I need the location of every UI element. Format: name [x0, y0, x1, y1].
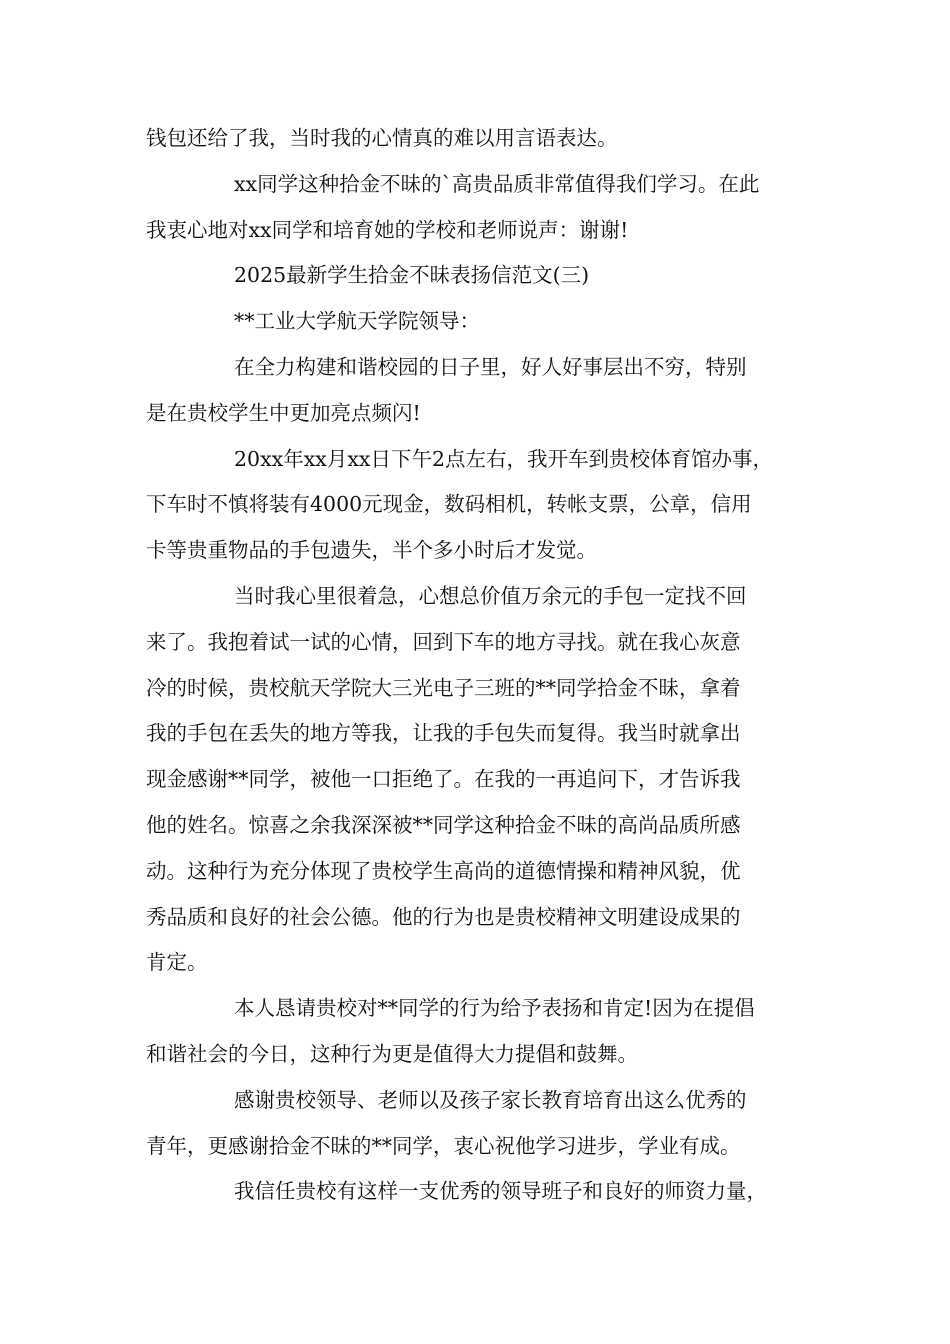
text-line: 下车时不慎将装有4000元现金，数码相机，转帐支票，公章，信用 [146, 492, 752, 517]
text-line: 秀品质和良好的社会公德。他的行为也是贵校精神文明建设成果的 [146, 904, 741, 929]
text-line: 青年，更感谢拾金不昧的**同学，衷心祝他学习进步，学业有成。 [146, 1133, 741, 1158]
text-line: 肯定。 [146, 950, 208, 975]
text-line: 我的手包在丢失的地方等我，让我的手包失而复得。我当时就拿出 [146, 721, 741, 746]
text-line: 他的姓名。惊喜之余我深深被**同学这种拾金不昧的高尚品质所感 [146, 812, 741, 837]
text-line: 卡等贵重物品的手包遗失，半个多小时后才发觉。 [146, 538, 597, 563]
text-line: 现金感谢**同学，被他一口拒绝了。在我的一再追问下，才告诉我 [146, 767, 741, 792]
text-line: 20xx年xx月xx日下午2点左右，我开车到贵校体育馆办事， [234, 446, 773, 471]
text-line: 来了。我抱着试一试的心情，回到下车的地方寻找。就在我心灰意 [146, 629, 741, 654]
text-line: 本人恳请贵校对**同学的行为给予表扬和肯定!因为在提倡 [234, 996, 755, 1021]
text-line: 动。这种行为充分体现了贵校学生高尚的道德情操和精神风貌，优 [146, 858, 741, 883]
text-line: xx同学这种拾金不昧的`高贵品质非常值得我们学习。在此 [234, 171, 760, 196]
letter-salutation: **工业大学航天学院领导： [234, 309, 480, 334]
text-line: 冷的时候，贵校航天学院大三光电子三班的**同学拾金不昧，拿着 [146, 675, 741, 700]
text-line: 和谐社会的今日，这种行为更是值得大力提倡和鼓舞。 [146, 1041, 638, 1066]
text-line: 在全力构建和谐校园的日子里，好人好事层出不穷，特别 [234, 354, 747, 379]
text-line: 感谢贵校领导、老师以及孩子家长教育培育出这么优秀的 [234, 1087, 747, 1112]
section-heading: 2025最新学生拾金不昧表扬信范文(三) [234, 263, 590, 288]
text-line: 钱包还给了我，当时我的心情真的难以用言语表达。 [146, 126, 618, 150]
text-line: 我信任贵校有这样一支优秀的领导班子和良好的师资力量， [234, 1179, 767, 1204]
text-line: 当时我心里很着急，心想总价值万余元的手包一定找不回 [234, 583, 747, 608]
text-line: 我衷心地对xx同学和培育她的学校和老师说声：谢谢! [146, 217, 629, 242]
text-line: 是在贵校学生中更加亮点频闪! [146, 400, 421, 425]
